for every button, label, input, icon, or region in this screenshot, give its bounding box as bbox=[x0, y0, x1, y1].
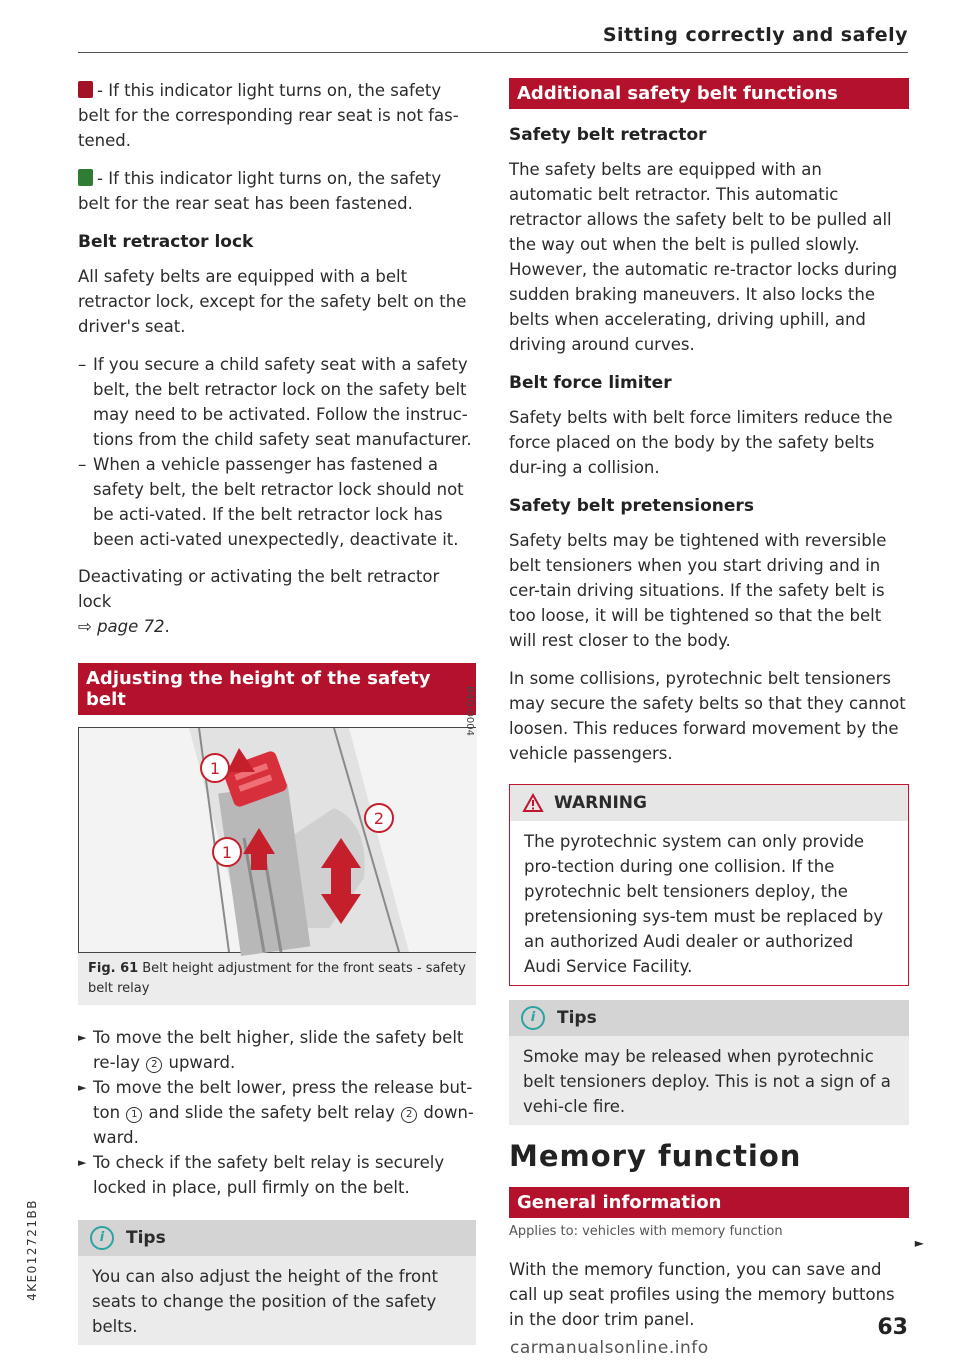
additional-functions-heading: Additional safety belt functions bbox=[509, 78, 909, 109]
continue-arrow-icon: ► bbox=[914, 1236, 924, 1250]
general-information-heading: General information bbox=[509, 1187, 909, 1218]
right-column bbox=[509, 78, 909, 1345]
retractor-paragraph: The safety belts are equipped with an automatic belt retractor. This automatic retractor allows the safety belt to be pulled all the way out when the belt is pulled slowly. However, the automatic re-tractor locks during sudden braking maneuvers. It also locks the belts when accelerating, driving uphill, and driving around curves. bbox=[509, 160, 898, 354]
left-column bbox=[78, 78, 476, 1359]
memory-paragraph: With the memory function, you can save and call up seat profiles using the memory buttons in the door trim panel. bbox=[509, 1260, 895, 1329]
list-item: ► To check if the safety belt relay is securely locked in place, pull firmly on the belt. bbox=[78, 1150, 476, 1200]
force-limiter-heading: Belt force limiter bbox=[509, 373, 672, 393]
tips-text: You can also adjust the height of the front seats to change the position of the safety belts. bbox=[92, 1267, 439, 1336]
pretensioners-paragraph-2: In some collisions, pyrotechnic belt tensioners may secure the safety belts so that they cannot loosen. This reduces forward movement by the vehicle passengers. bbox=[509, 669, 906, 763]
warning-box bbox=[509, 784, 909, 986]
figure-callout-1b: 1 bbox=[221, 843, 233, 862]
pretensioners-paragraph-1: Safety belts may be tightened with reversible belt tensioners when you start driving and in cer-tain driving situations. If the safety belt is too loose, it will be tightened so that the belt will rest closer to the body. bbox=[509, 531, 887, 650]
belt-retractor-lock-list bbox=[78, 352, 476, 552]
memory-function-heading: Memory function bbox=[509, 1139, 802, 1173]
list-item: ► To move the belt higher, slide the safety belt re-lay 2 upward. bbox=[78, 1025, 476, 1075]
right-tips-box bbox=[509, 1000, 909, 1125]
page-header-title: Sitting correctly and safely bbox=[602, 24, 908, 46]
tips-header: i Tips bbox=[78, 1220, 476, 1256]
pretensioners-heading: Safety belt pretensioners bbox=[509, 496, 754, 516]
figure-callout-1: 1 bbox=[209, 759, 221, 778]
rear-belt-fastened-paragraph: - If this indicator light turns on, the safety belt for the rear seat has been fastened. bbox=[78, 169, 442, 213]
info-icon: i bbox=[521, 1006, 545, 1030]
force-limiter-paragraph: Safety belts with belt force limiters reduce the force placed on the body by the safety belts dur-ing a collision. bbox=[509, 408, 893, 477]
warning-triangle-icon bbox=[522, 793, 544, 813]
side-document-code: 4KE012721BB bbox=[25, 1199, 39, 1301]
page-72-link[interactable]: ⇨ page 72 bbox=[78, 617, 165, 636]
callout-2-ref: 2 bbox=[146, 1057, 162, 1073]
watermark: carmanualsonline.info bbox=[510, 1338, 709, 1358]
belt-retractor-lock-heading: Belt retractor lock bbox=[78, 232, 254, 252]
warning-text: The pyrotechnic system can only provide pro-tection during one collision. If the pyrotechnic belt tensioners deploy, the pretensioning sys-tem must be replaced by an authorized Audi dealer or authorized Audi Service Facility. bbox=[524, 832, 884, 976]
seat-belt-green-indicator-icon bbox=[78, 169, 93, 186]
belt-retractor-lock-intro: All safety belts are equipped with a belt retractor lock, except for the safety belt on the driver's seat. bbox=[78, 267, 467, 336]
list-item: – When a vehicle passenger has fastened a safety belt, the belt retractor lock should not be acti-vated. If the belt retractor lock has been acti-vated unexpectedly, deactivate it. bbox=[78, 452, 476, 552]
tips-text: Smoke may be released when pyrotechnic belt tensioners deploy. This is not a sign of a vehi-cle fire. bbox=[523, 1047, 891, 1116]
tips-header: i Tips bbox=[509, 1000, 909, 1036]
seat-belt-red-indicator-icon bbox=[78, 81, 93, 98]
figure-callout-2: 2 bbox=[373, 809, 385, 828]
page-number: 63 bbox=[877, 1315, 908, 1340]
figure-caption: Fig. 61 Belt height adjustment for the front seats - safety belt relay bbox=[78, 953, 476, 1005]
adjusting-height-heading: Adjusting the height of the safety belt bbox=[78, 663, 476, 715]
belt-height-steps bbox=[78, 1025, 476, 1200]
figure-code: B4G-0004 bbox=[464, 685, 475, 736]
left-tips-box bbox=[78, 1220, 476, 1345]
info-icon: i bbox=[90, 1226, 114, 1250]
callout-2-ref: 2 bbox=[401, 1107, 417, 1123]
callout-1-ref: 1 bbox=[126, 1107, 142, 1123]
header-divider bbox=[78, 52, 908, 53]
figure-label: Fig. 61 bbox=[88, 961, 139, 976]
retractor-heading: Safety belt retractor bbox=[509, 125, 707, 145]
rear-belt-unfastened-paragraph: - If this indicator light turns on, the safety belt for the corresponding rear seat is not fas-tened. bbox=[78, 81, 459, 150]
list-item: ► To move the belt lower, press the release but-ton 1 and slide the safety belt relay 2 down-ward. bbox=[78, 1075, 476, 1150]
warning-header: WARNING bbox=[510, 785, 908, 821]
deactivating-paragraph: Deactivating or activating the belt retractor lock ⇨ page 72. bbox=[78, 567, 440, 636]
applies-to-note: Applies to: vehicles with memory function bbox=[509, 1224, 783, 1239]
list-item: – If you secure a child safety seat with a safety belt, the belt retractor lock on the safety belt may need to be activated. Follow the instruc-tions from the child safety seat manufacturer. bbox=[78, 352, 476, 452]
